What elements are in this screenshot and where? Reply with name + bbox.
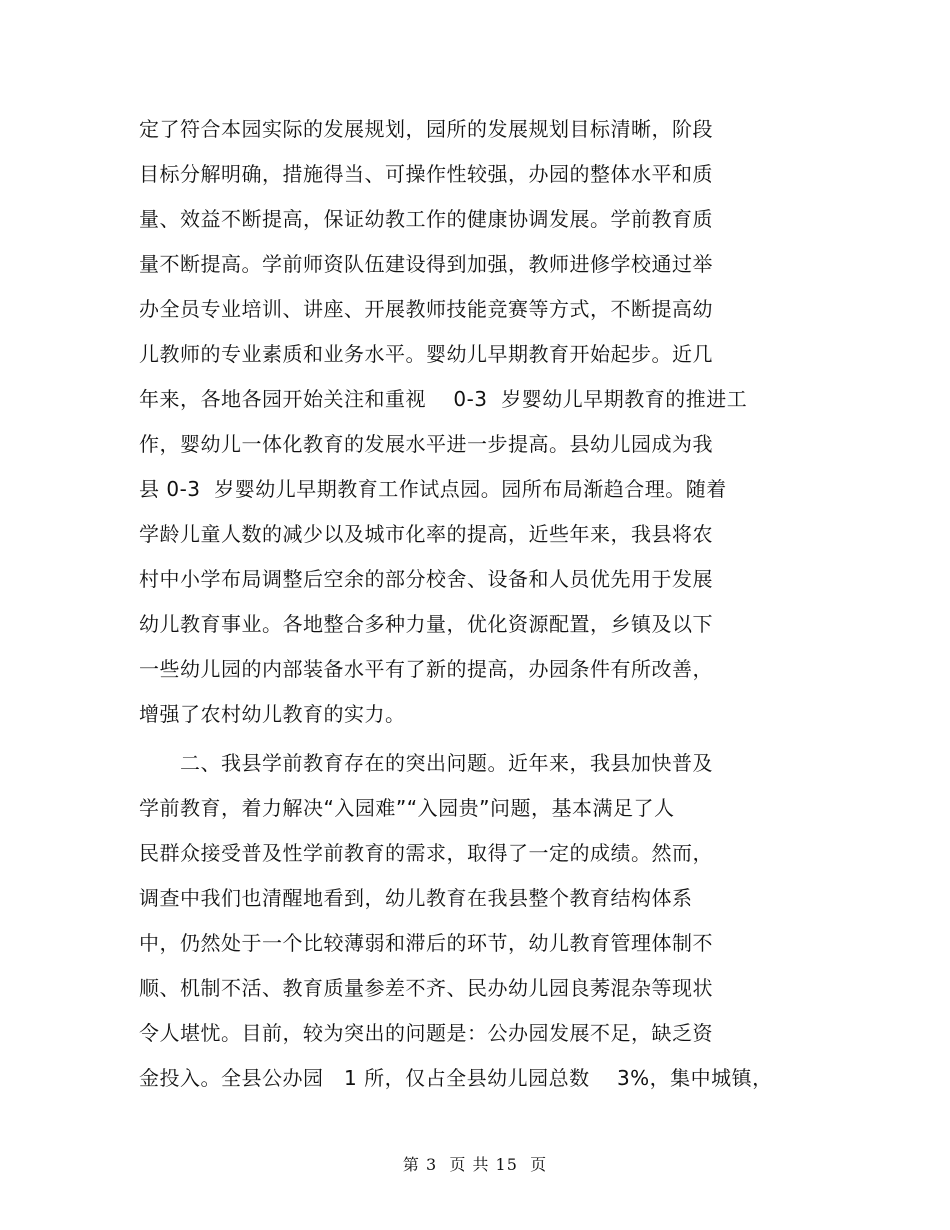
text-line: 目标分解明确，措施得当、可操作性较强，办园的整体水平和质 — [139, 162, 713, 186]
text-line: 量、效益不断提高，保证幼教工作的健康协调发展。学前教育质 — [139, 207, 713, 231]
text-line: 一些幼儿园的内部装备水平有了新的提高，办园条件有所改善， — [139, 657, 713, 681]
text-line: 令人堪忧。目前，较为突出的问题是：公办园发展不足，缺乏资 — [139, 1021, 713, 1045]
text-line: 县 0-3 岁婴幼儿早期教育工作试点园。园所布局渐趋合理。随着 — [139, 477, 727, 501]
text-line: 调查中我们也清醒地看到，幼儿教育在我县整个教育结构体系 — [139, 886, 693, 910]
text-line: 学前教育，着力解决“入园难”“入园贵”问题，基本满足了人 — [139, 796, 675, 820]
text-line: 学龄儿童人数的减少以及城市化率的提高，近些年来，我县将农 — [139, 522, 713, 546]
text-line: 年来，各地各园开始关注和重视 0-3 岁婴幼儿早期教育的推进工 — [139, 387, 748, 411]
text-line: 儿教师的专业素质和业务水平。婴幼儿早期教育开始起步。近几 — [139, 342, 713, 366]
text-line: 作，婴幼儿一体化教育的发展水平进一步提高。县幼儿园成为我 — [139, 432, 713, 456]
text-line: 民群众接受普及性学前教育的需求，取得了一定的成绩。然而， — [139, 841, 713, 865]
text-line: 顺、机制不活、教育质量参差不齐、民办幼儿园良莠混杂等现状 — [139, 976, 713, 1000]
text-line: 金投入。全县公办园 1 所，仅占全县幼儿园总数 3%，集中城镇， — [139, 1066, 773, 1090]
text-line: 办全员专业培训、讲座、开展教师技能竞赛等方式，不断提高幼 — [139, 297, 713, 321]
text-line: 中，仍然处于一个比较薄弱和滞后的环节，幼儿教育管理体制不 — [139, 931, 713, 955]
text-line: 增强了农村幼儿教育的实力。 — [139, 702, 406, 726]
page-number-footer: 第 3 页 共 15 页 — [402, 1155, 548, 1174]
text-line: 量不断提高。学前师资队伍建设得到加强，教师进修学校通过举 — [139, 252, 713, 276]
text-line: 村中小学布局调整后空余的部分校舍、设备和人员优先用于发展 — [139, 567, 713, 591]
text-line: 幼儿教育事业。各地整合多种力量，优化资源配置，乡镇及以下 — [139, 612, 713, 636]
text-line: 二、我县学前教育存在的突出问题。近年来，我县加快普及 — [139, 751, 713, 775]
text-line: 定了符合本园实际的发展规划，园所的发展规划目标清晰，阶段 — [139, 117, 713, 141]
